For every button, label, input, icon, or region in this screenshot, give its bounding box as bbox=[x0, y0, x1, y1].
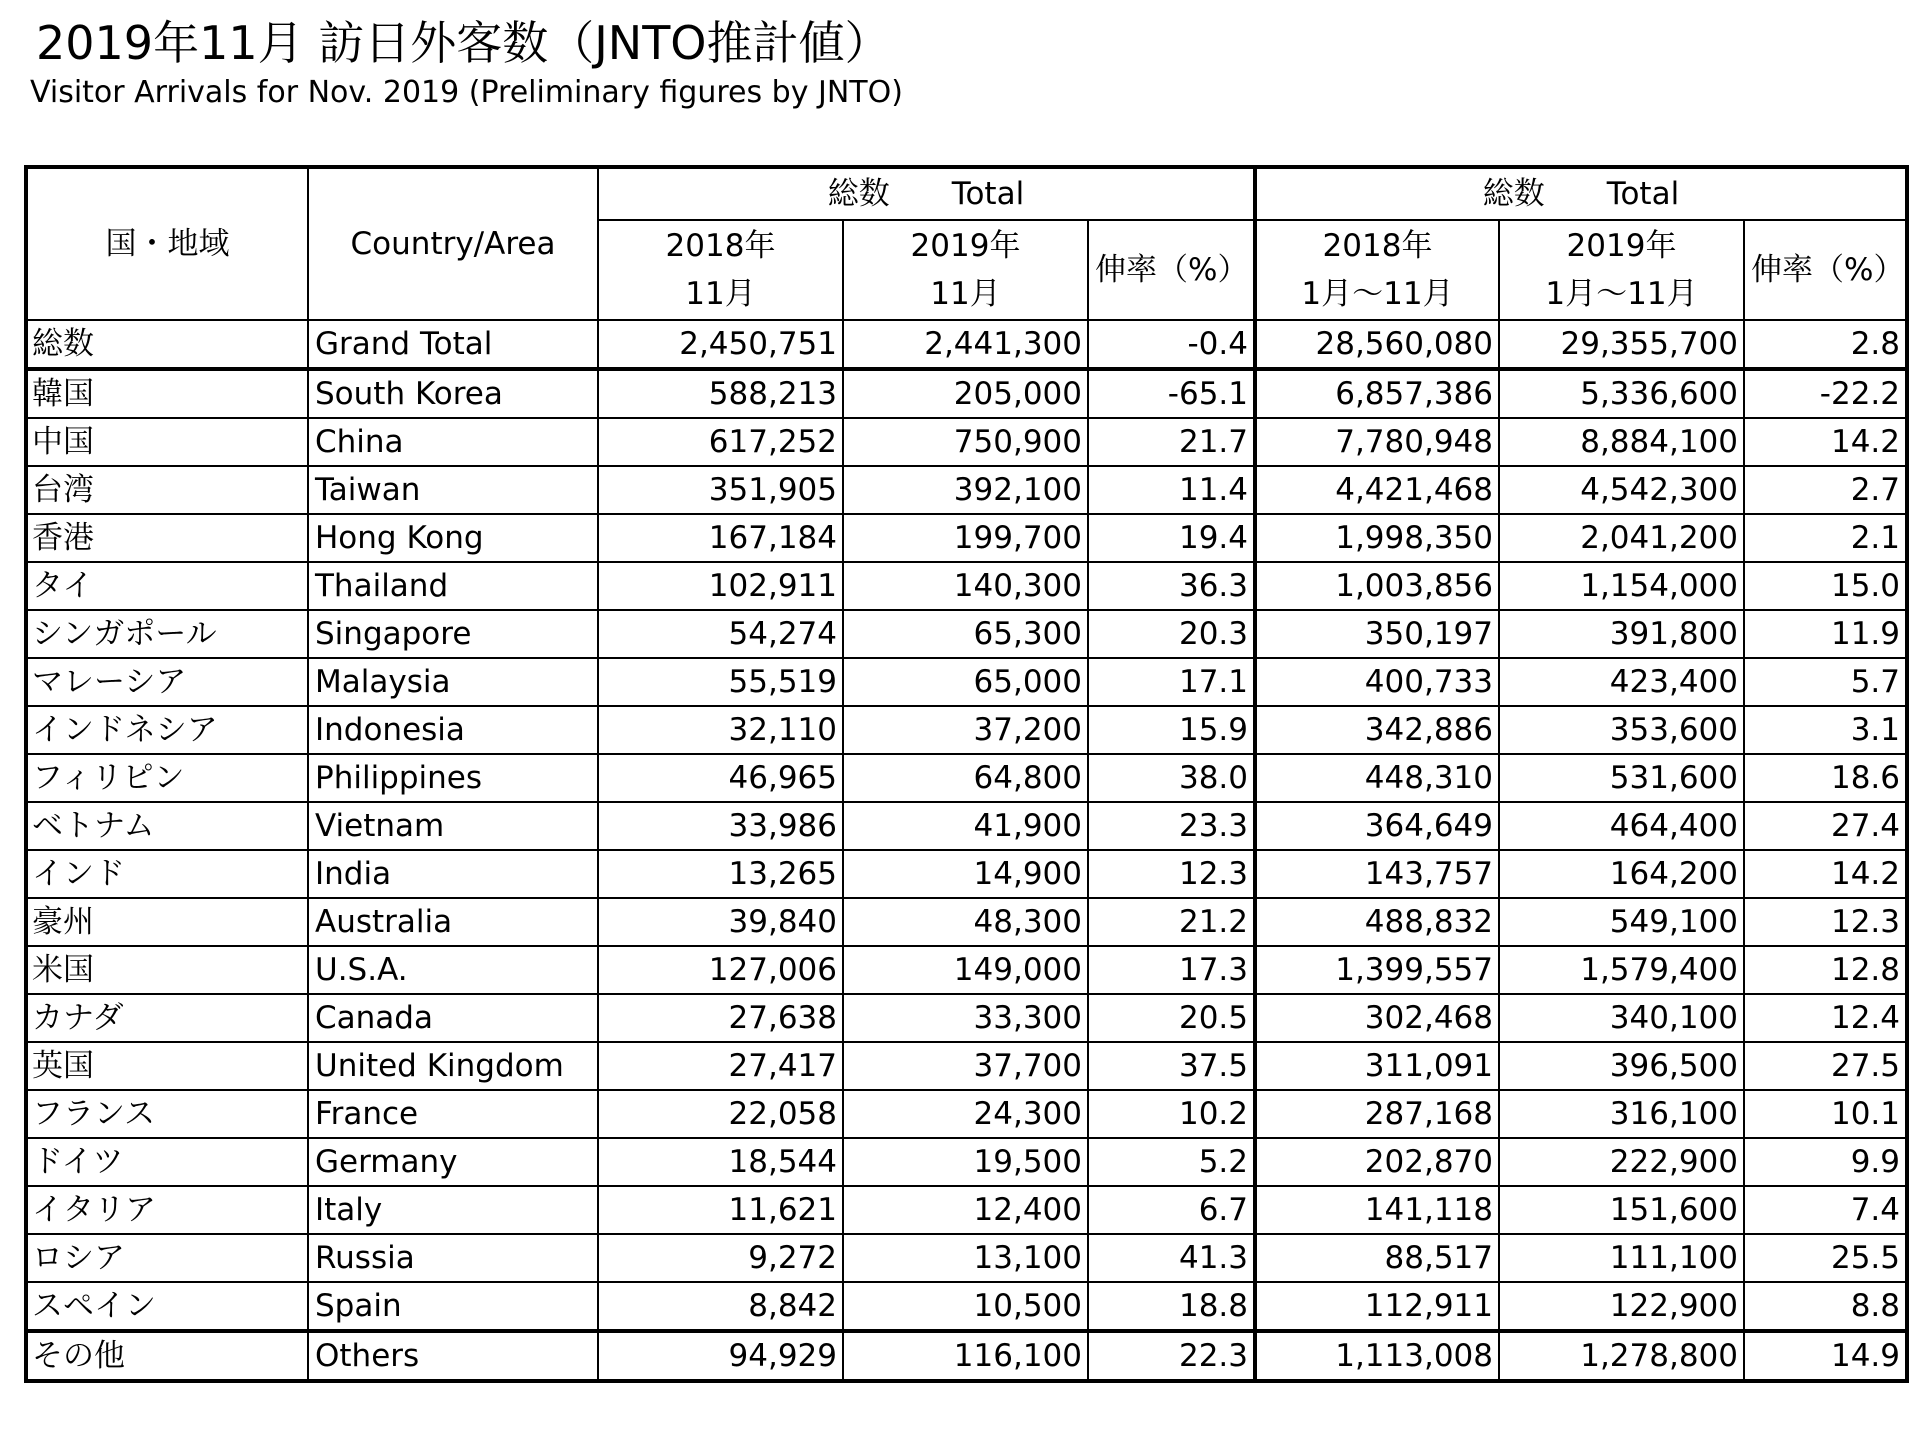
ytd-2019-cell: 151,600 bbox=[1499, 1186, 1744, 1234]
ytd-growth-cell: 14.9 bbox=[1744, 1331, 1907, 1381]
country-en-cell: Hong Kong bbox=[308, 514, 598, 562]
ytd-2019-cell: 531,600 bbox=[1499, 754, 1744, 802]
month-2019-cell: 2,441,300 bbox=[843, 320, 1088, 369]
ytd-growth-cell: 3.1 bbox=[1744, 706, 1907, 754]
table-row bbox=[26, 1234, 1907, 1282]
ytd-2019-cell: 222,900 bbox=[1499, 1138, 1744, 1186]
ytd-2018-cell: 7,780,948 bbox=[1255, 418, 1499, 466]
ytd-2018-cell: 400,733 bbox=[1255, 658, 1499, 706]
country-jp-cell: フィリピン bbox=[26, 754, 308, 802]
country-en-cell: Malaysia bbox=[308, 658, 598, 706]
month-growth-cell: 11.4 bbox=[1088, 466, 1255, 514]
table-row bbox=[26, 1138, 1907, 1186]
month-2018-cell: 46,965 bbox=[598, 754, 843, 802]
country-en-cell: Philippines bbox=[308, 754, 598, 802]
ytd-growth-cell: 2.7 bbox=[1744, 466, 1907, 514]
ytd-growth-cell: 27.4 bbox=[1744, 802, 1907, 850]
month-growth-cell: 41.3 bbox=[1088, 1234, 1255, 1282]
month-growth-cell: 21.2 bbox=[1088, 898, 1255, 946]
ytd-2018-cell: 1,113,008 bbox=[1255, 1331, 1499, 1381]
country-en-cell: Singapore bbox=[308, 610, 598, 658]
country-en-cell: Italy bbox=[308, 1186, 598, 1234]
ytd-growth-cell: 5.7 bbox=[1744, 658, 1907, 706]
ytd-2018-cell: 1,003,856 bbox=[1255, 562, 1499, 610]
country-en-cell: Canada bbox=[308, 994, 598, 1042]
header-year-2019: 2019年 bbox=[910, 228, 1021, 264]
month-2018-cell: 127,006 bbox=[598, 946, 843, 994]
country-en-cell: Russia bbox=[308, 1234, 598, 1282]
month-growth-cell: -0.4 bbox=[1088, 320, 1255, 369]
country-jp-cell: マレーシア bbox=[26, 658, 308, 706]
country-jp-cell: ドイツ bbox=[26, 1138, 308, 1186]
header-country-jp: 国・地域 bbox=[26, 167, 308, 320]
ytd-2019-cell: 396,500 bbox=[1499, 1042, 1744, 1090]
country-en-cell: Others bbox=[308, 1331, 598, 1381]
month-2019-cell: 205,000 bbox=[843, 369, 1088, 418]
month-2018-cell: 27,638 bbox=[598, 994, 843, 1042]
month-2018-cell: 588,213 bbox=[598, 369, 843, 418]
country-jp-cell: その他 bbox=[26, 1331, 308, 1381]
table-body bbox=[26, 320, 1907, 1381]
ytd-growth-cell: 25.5 bbox=[1744, 1234, 1907, 1282]
header-group-ytd: 総数 Total bbox=[1255, 167, 1907, 220]
month-2019-cell: 19,500 bbox=[843, 1138, 1088, 1186]
ytd-2019-cell: 4,542,300 bbox=[1499, 466, 1744, 514]
ytd-growth-cell: 2.1 bbox=[1744, 514, 1907, 562]
country-jp-cell: 米国 bbox=[26, 946, 308, 994]
country-jp-cell: 総数 bbox=[26, 320, 308, 369]
month-2018-cell: 9,272 bbox=[598, 1234, 843, 1282]
country-jp-cell: タイ bbox=[26, 562, 308, 610]
country-en-cell: Taiwan bbox=[308, 466, 598, 514]
month-growth-cell: 20.3 bbox=[1088, 610, 1255, 658]
ytd-2019-cell: 111,100 bbox=[1499, 1234, 1744, 1282]
ytd-2018-cell: 4,421,468 bbox=[1255, 466, 1499, 514]
ytd-2018-cell: 112,911 bbox=[1255, 1282, 1499, 1331]
country-en-cell: Germany bbox=[308, 1138, 598, 1186]
country-en-cell: France bbox=[308, 1090, 598, 1138]
ytd-2019-cell: 353,600 bbox=[1499, 706, 1744, 754]
ytd-2018-cell: 1,399,557 bbox=[1255, 946, 1499, 994]
ytd-2019-cell: 8,884,100 bbox=[1499, 418, 1744, 466]
month-2019-cell: 24,300 bbox=[843, 1090, 1088, 1138]
month-2018-cell: 55,519 bbox=[598, 658, 843, 706]
ytd-2019-cell: 391,800 bbox=[1499, 610, 1744, 658]
ytd-2019-cell: 122,900 bbox=[1499, 1282, 1744, 1331]
table-row bbox=[26, 1186, 1907, 1234]
ytd-2019-cell: 549,100 bbox=[1499, 898, 1744, 946]
country-en-cell: India bbox=[308, 850, 598, 898]
others-row bbox=[26, 1331, 1907, 1381]
country-en-cell: Spain bbox=[308, 1282, 598, 1331]
header-ytd-2019 bbox=[1499, 220, 1744, 320]
ytd-2019-cell: 1,278,800 bbox=[1499, 1331, 1744, 1381]
ytd-growth-cell: 14.2 bbox=[1744, 850, 1907, 898]
country-en-cell: Indonesia bbox=[308, 706, 598, 754]
ytd-growth-cell: 27.5 bbox=[1744, 1042, 1907, 1090]
month-2019-cell: 116,100 bbox=[843, 1331, 1088, 1381]
country-jp-cell: インドネシア bbox=[26, 706, 308, 754]
country-en-cell: Australia bbox=[308, 898, 598, 946]
header-ytd-2018 bbox=[1255, 220, 1499, 320]
header-year-2018: 2018年 bbox=[1322, 228, 1433, 264]
country-jp-cell: 台湾 bbox=[26, 466, 308, 514]
ytd-growth-cell: 10.1 bbox=[1744, 1090, 1907, 1138]
ytd-2019-cell: 340,100 bbox=[1499, 994, 1744, 1042]
month-growth-cell: 20.5 bbox=[1088, 994, 1255, 1042]
month-growth-cell: 12.3 bbox=[1088, 850, 1255, 898]
table-row bbox=[26, 802, 1907, 850]
month-growth-cell: 10.2 bbox=[1088, 1090, 1255, 1138]
table-row bbox=[26, 369, 1907, 418]
ytd-growth-cell: 12.8 bbox=[1744, 946, 1907, 994]
header-ytd-range: 1月～11月 bbox=[1545, 276, 1698, 312]
month-2018-cell: 11,621 bbox=[598, 1186, 843, 1234]
month-growth-cell: 17.1 bbox=[1088, 658, 1255, 706]
ytd-2019-cell: 5,336,600 bbox=[1499, 369, 1744, 418]
table-row bbox=[26, 946, 1907, 994]
grand-total-row bbox=[26, 320, 1907, 369]
month-2018-cell: 54,274 bbox=[598, 610, 843, 658]
country-jp-cell: 韓国 bbox=[26, 369, 308, 418]
country-jp-cell: 香港 bbox=[26, 514, 308, 562]
ytd-growth-cell: 9.9 bbox=[1744, 1138, 1907, 1186]
header-month-2019 bbox=[843, 220, 1088, 320]
ytd-2019-cell: 1,154,000 bbox=[1499, 562, 1744, 610]
ytd-growth-cell: 18.6 bbox=[1744, 754, 1907, 802]
month-2019-cell: 10,500 bbox=[843, 1282, 1088, 1331]
ytd-2018-cell: 311,091 bbox=[1255, 1042, 1499, 1090]
month-2019-cell: 13,100 bbox=[843, 1234, 1088, 1282]
country-jp-cell: スペイン bbox=[26, 1282, 308, 1331]
country-en-cell: Thailand bbox=[308, 562, 598, 610]
country-en-cell: China bbox=[308, 418, 598, 466]
table-row bbox=[26, 1042, 1907, 1090]
table-row bbox=[26, 1282, 1907, 1331]
page-title: 2019年11月 訪日外客数（JNTO推計値） bbox=[36, 16, 891, 70]
month-2019-cell: 140,300 bbox=[843, 562, 1088, 610]
month-growth-cell: 17.3 bbox=[1088, 946, 1255, 994]
month-2018-cell: 8,842 bbox=[598, 1282, 843, 1331]
month-2019-cell: 37,700 bbox=[843, 1042, 1088, 1090]
table-row bbox=[26, 514, 1907, 562]
ytd-2018-cell: 6,857,386 bbox=[1255, 369, 1499, 418]
ytd-2019-cell: 464,400 bbox=[1499, 802, 1744, 850]
month-2018-cell: 102,911 bbox=[598, 562, 843, 610]
table-row bbox=[26, 610, 1907, 658]
ytd-growth-cell: 8.8 bbox=[1744, 1282, 1907, 1331]
table-header bbox=[26, 167, 1907, 320]
month-2019-cell: 33,300 bbox=[843, 994, 1088, 1042]
month-2018-cell: 22,058 bbox=[598, 1090, 843, 1138]
country-en-cell: Vietnam bbox=[308, 802, 598, 850]
month-growth-cell: 22.3 bbox=[1088, 1331, 1255, 1381]
table-row bbox=[26, 850, 1907, 898]
month-2019-cell: 41,900 bbox=[843, 802, 1088, 850]
month-growth-cell: 21.7 bbox=[1088, 418, 1255, 466]
header-month-2018 bbox=[598, 220, 843, 320]
ytd-2018-cell: 342,886 bbox=[1255, 706, 1499, 754]
header-month-label: 11月 bbox=[930, 276, 1001, 312]
month-2019-cell: 65,000 bbox=[843, 658, 1088, 706]
table-row bbox=[26, 466, 1907, 514]
table-row bbox=[26, 1090, 1907, 1138]
month-2019-cell: 64,800 bbox=[843, 754, 1088, 802]
ytd-2018-cell: 488,832 bbox=[1255, 898, 1499, 946]
month-2018-cell: 167,184 bbox=[598, 514, 843, 562]
ytd-growth-cell: 7.4 bbox=[1744, 1186, 1907, 1234]
country-en-cell: South Korea bbox=[308, 369, 598, 418]
month-2018-cell: 32,110 bbox=[598, 706, 843, 754]
month-2019-cell: 14,900 bbox=[843, 850, 1088, 898]
country-jp-cell: 中国 bbox=[26, 418, 308, 466]
month-2018-cell: 39,840 bbox=[598, 898, 843, 946]
country-jp-cell: 豪州 bbox=[26, 898, 308, 946]
month-growth-cell: 5.2 bbox=[1088, 1138, 1255, 1186]
table-row bbox=[26, 706, 1907, 754]
ytd-2018-cell: 364,649 bbox=[1255, 802, 1499, 850]
month-2018-cell: 617,252 bbox=[598, 418, 843, 466]
ytd-2019-cell: 2,041,200 bbox=[1499, 514, 1744, 562]
month-2018-cell: 94,929 bbox=[598, 1331, 843, 1381]
month-2018-cell: 27,417 bbox=[598, 1042, 843, 1090]
country-en-cell: Grand Total bbox=[308, 320, 598, 369]
month-2018-cell: 33,986 bbox=[598, 802, 843, 850]
header-ytd-growth: 伸率（%） bbox=[1744, 220, 1907, 320]
ytd-2018-cell: 88,517 bbox=[1255, 1234, 1499, 1282]
ytd-2019-cell: 1,579,400 bbox=[1499, 946, 1744, 994]
ytd-growth-cell: 15.0 bbox=[1744, 562, 1907, 610]
ytd-growth-cell: 14.2 bbox=[1744, 418, 1907, 466]
ytd-2019-cell: 423,400 bbox=[1499, 658, 1744, 706]
month-2019-cell: 12,400 bbox=[843, 1186, 1088, 1234]
month-growth-cell: 18.8 bbox=[1088, 1282, 1255, 1331]
country-jp-cell: ベトナム bbox=[26, 802, 308, 850]
header-group-month: 総数 Total bbox=[598, 167, 1255, 220]
country-jp-cell: イタリア bbox=[26, 1186, 308, 1234]
month-growth-cell: 15.9 bbox=[1088, 706, 1255, 754]
ytd-2019-cell: 164,200 bbox=[1499, 850, 1744, 898]
ytd-2018-cell: 202,870 bbox=[1255, 1138, 1499, 1186]
month-2018-cell: 2,450,751 bbox=[598, 320, 843, 369]
country-jp-cell: ロシア bbox=[26, 1234, 308, 1282]
table-row bbox=[26, 898, 1907, 946]
table-row bbox=[26, 754, 1907, 802]
month-2019-cell: 48,300 bbox=[843, 898, 1088, 946]
country-jp-cell: シンガポール bbox=[26, 610, 308, 658]
header-month-label: 11月 bbox=[685, 276, 756, 312]
header-country-en: Country/Area bbox=[308, 167, 598, 320]
month-growth-cell: 23.3 bbox=[1088, 802, 1255, 850]
month-2019-cell: 392,100 bbox=[843, 466, 1088, 514]
month-growth-cell: 19.4 bbox=[1088, 514, 1255, 562]
table-row bbox=[26, 994, 1907, 1042]
country-jp-cell: インド bbox=[26, 850, 308, 898]
header-ytd-range: 1月～11月 bbox=[1301, 276, 1454, 312]
ytd-2018-cell: 350,197 bbox=[1255, 610, 1499, 658]
month-growth-cell: 38.0 bbox=[1088, 754, 1255, 802]
month-2019-cell: 149,000 bbox=[843, 946, 1088, 994]
header-month-growth: 伸率（%） bbox=[1088, 220, 1255, 320]
header-year-2018: 2018年 bbox=[665, 228, 776, 264]
ytd-2019-cell: 316,100 bbox=[1499, 1090, 1744, 1138]
country-en-cell: U.S.A. bbox=[308, 946, 598, 994]
ytd-2018-cell: 143,757 bbox=[1255, 850, 1499, 898]
month-2018-cell: 18,544 bbox=[598, 1138, 843, 1186]
ytd-2018-cell: 28,560,080 bbox=[1255, 320, 1499, 369]
ytd-2019-cell: 29,355,700 bbox=[1499, 320, 1744, 369]
month-2019-cell: 37,200 bbox=[843, 706, 1088, 754]
table-row bbox=[26, 418, 1907, 466]
country-en-cell: United Kingdom bbox=[308, 1042, 598, 1090]
ytd-growth-cell: 12.4 bbox=[1744, 994, 1907, 1042]
ytd-2018-cell: 448,310 bbox=[1255, 754, 1499, 802]
month-growth-cell: -65.1 bbox=[1088, 369, 1255, 418]
table-row bbox=[26, 562, 1907, 610]
ytd-2018-cell: 287,168 bbox=[1255, 1090, 1499, 1138]
month-growth-cell: 36.3 bbox=[1088, 562, 1255, 610]
ytd-growth-cell: -22.2 bbox=[1744, 369, 1907, 418]
month-2019-cell: 750,900 bbox=[843, 418, 1088, 466]
table-row bbox=[26, 658, 1907, 706]
country-jp-cell: 英国 bbox=[26, 1042, 308, 1090]
ytd-growth-cell: 12.3 bbox=[1744, 898, 1907, 946]
ytd-2018-cell: 141,118 bbox=[1255, 1186, 1499, 1234]
month-growth-cell: 37.5 bbox=[1088, 1042, 1255, 1090]
month-2018-cell: 13,265 bbox=[598, 850, 843, 898]
month-2019-cell: 199,700 bbox=[843, 514, 1088, 562]
visitor-arrivals-table bbox=[24, 165, 1909, 1383]
ytd-2018-cell: 1,998,350 bbox=[1255, 514, 1499, 562]
month-growth-cell: 6.7 bbox=[1088, 1186, 1255, 1234]
month-2018-cell: 351,905 bbox=[598, 466, 843, 514]
ytd-growth-cell: 2.8 bbox=[1744, 320, 1907, 369]
header-year-2019: 2019年 bbox=[1566, 228, 1677, 264]
ytd-growth-cell: 11.9 bbox=[1744, 610, 1907, 658]
country-jp-cell: フランス bbox=[26, 1090, 308, 1138]
month-2019-cell: 65,300 bbox=[843, 610, 1088, 658]
country-jp-cell: カナダ bbox=[26, 994, 308, 1042]
page-subtitle: Visitor Arrivals for Nov. 2019 (Preliminary figures by JNTO) bbox=[30, 75, 903, 110]
ytd-2018-cell: 302,468 bbox=[1255, 994, 1499, 1042]
